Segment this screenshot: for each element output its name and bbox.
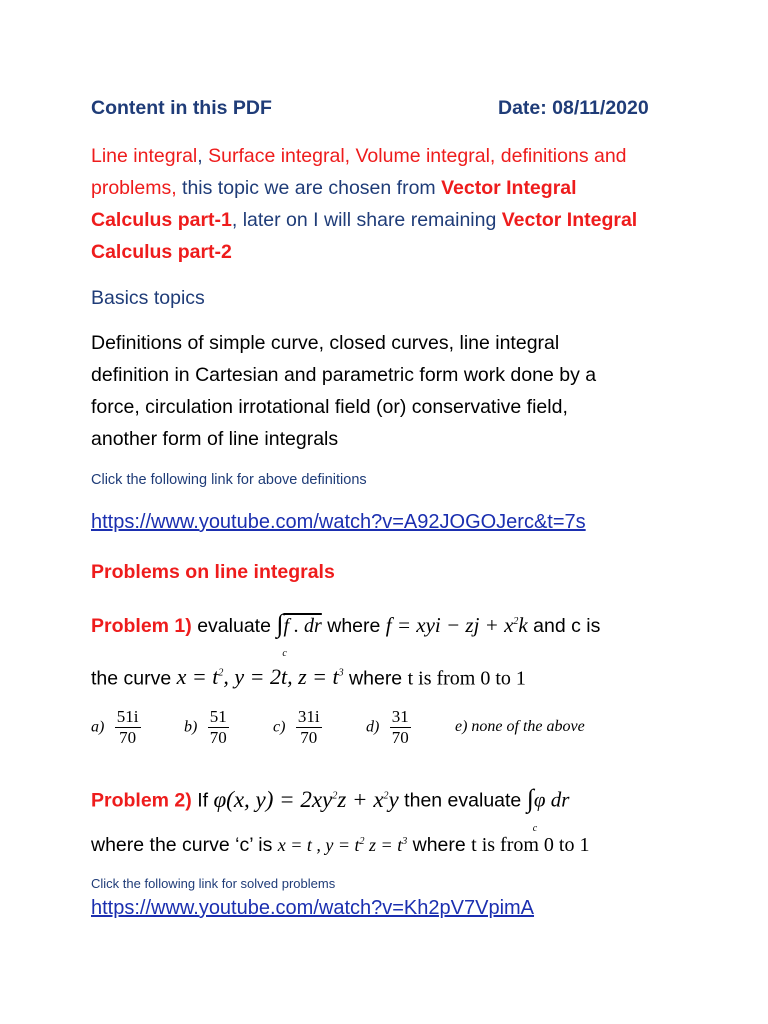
intro-red-bold-2: Calculus part-1 — [91, 209, 232, 231]
phi-exp1: 2 — [332, 790, 338, 801]
curve-z-exp: 3 — [338, 668, 344, 679]
option-b-label: b) — [184, 718, 198, 736]
option-d-label: d) — [366, 718, 380, 736]
option-c-den: 70 — [300, 728, 318, 747]
problem2-if: If — [191, 789, 214, 812]
content-title: Content in this PDF — [91, 97, 272, 119]
problem2-curve — [91, 826, 590, 861]
p2-curve-xy: x = t , y = t — [277, 835, 360, 855]
intro-red-bold-3: Vector Integral — [501, 209, 638, 231]
problems-heading: Problems on line integrals — [91, 561, 335, 583]
problem1-field — [386, 613, 528, 637]
option-a-fraction — [115, 707, 141, 748]
phi-exp2: 2 — [383, 790, 389, 801]
intro-red-bold-1: Vector Integral — [441, 177, 577, 199]
integral-sign-2: ∫ — [526, 783, 534, 813]
phi-expression — [213, 787, 398, 812]
problem2-label: Problem 2) — [91, 789, 192, 812]
field-exponent: 2 — [513, 616, 519, 627]
curve-equation — [177, 664, 344, 689]
problem2-then: then evaluate — [398, 789, 527, 812]
integral-subscript-2: c — [532, 822, 538, 834]
problem2-integrand: φ dr — [533, 787, 570, 812]
curve-prefix: the curve — [91, 667, 177, 690]
youtube-link-definitions[interactable]: https://www.youtube.com/watch?v=A92JOGOJerc&t=7s — [91, 511, 586, 533]
curve-where: where — [343, 667, 408, 690]
problem2-integral — [526, 783, 538, 834]
option-d-fraction — [390, 707, 411, 748]
problem1-label: Problem 1) — [91, 615, 192, 637]
option-b-den: 70 — [209, 728, 227, 747]
problem1-statement — [91, 606, 601, 659]
intro-red-3: problems, — [91, 177, 177, 199]
option-d[interactable] — [366, 707, 411, 748]
phi-part2: z + x — [337, 786, 384, 812]
option-b-num: 51 — [209, 707, 227, 726]
link1-caption: Click the following link for above definitions — [91, 472, 367, 488]
basics-line-4: another form of line integrals — [91, 428, 339, 450]
t-range: t is from 0 to 1 — [407, 667, 526, 690]
option-d-den: 70 — [391, 728, 409, 747]
option-b[interactable] — [184, 707, 229, 748]
problem1-evaluate: evaluate — [191, 615, 277, 637]
problem2-curve-eq — [278, 835, 407, 855]
link2-caption: Click the following link for solved problems — [91, 876, 336, 891]
p2-curve-z-exp: 3 — [402, 836, 408, 847]
problem1-curve — [91, 658, 526, 694]
curve-x-exp: 2 — [218, 668, 224, 679]
problem1-and-c: and c is — [527, 615, 601, 637]
intro-line-4 — [91, 236, 232, 268]
option-a[interactable] — [91, 707, 141, 748]
field-k: k — [518, 613, 528, 637]
p2-curve-exp: 2 — [359, 836, 365, 847]
date-label: Date: 08/11/2020 — [498, 97, 649, 119]
option-c[interactable] — [273, 707, 322, 748]
option-b-fraction — [208, 707, 229, 748]
problem2-statement — [91, 780, 570, 834]
option-c-num: 31i — [297, 707, 320, 726]
intro-red-1: Line integral — [91, 145, 198, 167]
option-a-label: a) — [91, 718, 105, 736]
curve-yz: , y = 2t, z = t — [223, 664, 339, 690]
option-a-num: 51i — [116, 707, 139, 726]
intro-red-2: Surface integral, Volume integral, definitions and — [208, 145, 627, 167]
option-c-fraction — [296, 707, 322, 748]
basics-line-2: definition in Cartesian and parametric form work done by a — [91, 364, 597, 386]
option-e[interactable]: e) none of the above — [455, 718, 585, 735]
intro-line-2 — [91, 172, 577, 204]
basics-line-3: force, circulation irrotational field (or) conservative field, — [91, 396, 568, 418]
option-d-num: 31 — [391, 707, 409, 726]
curve-x: x = t — [176, 664, 219, 690]
intro-navy-2: , later on I will share remaining — [231, 209, 502, 231]
intro-red-bold-4: Calculus part-2 — [91, 241, 232, 263]
intro-line-3 — [91, 204, 637, 236]
problem2-where: where — [407, 834, 472, 856]
field-expression: f = xyi − zj + x — [385, 613, 514, 637]
youtube-link-problems[interactable]: https://www.youtube.com/watch?v=Kh2pV7VpimA — [91, 897, 535, 919]
intro-sep: , — [197, 145, 209, 167]
integral-sign: ∫ — [276, 609, 284, 638]
intro-navy-1: this topic we are chosen from — [176, 177, 442, 199]
basics-line-1: Definitions of simple curve, closed curves, line integral — [91, 332, 560, 354]
p2-curve-z: z = t — [364, 835, 403, 855]
integral-subscript: c — [282, 648, 287, 659]
intro-line-1 — [91, 140, 627, 172]
phi-part3: y — [388, 786, 399, 812]
option-c-label: c) — [273, 718, 286, 736]
problem1-where: where — [321, 615, 386, 637]
basics-heading: Basics topics — [91, 287, 205, 309]
problem2-where-curve: where the curve ‘c’ is — [91, 834, 278, 856]
problem1-integral — [276, 608, 287, 659]
problem1-integrand: f . dr — [283, 615, 322, 637]
phi-part1: φ(x, y) = 2xy — [213, 786, 333, 812]
problem2-t-range: t is from 0 to 1 — [471, 834, 590, 856]
option-a-den: 70 — [119, 728, 137, 747]
